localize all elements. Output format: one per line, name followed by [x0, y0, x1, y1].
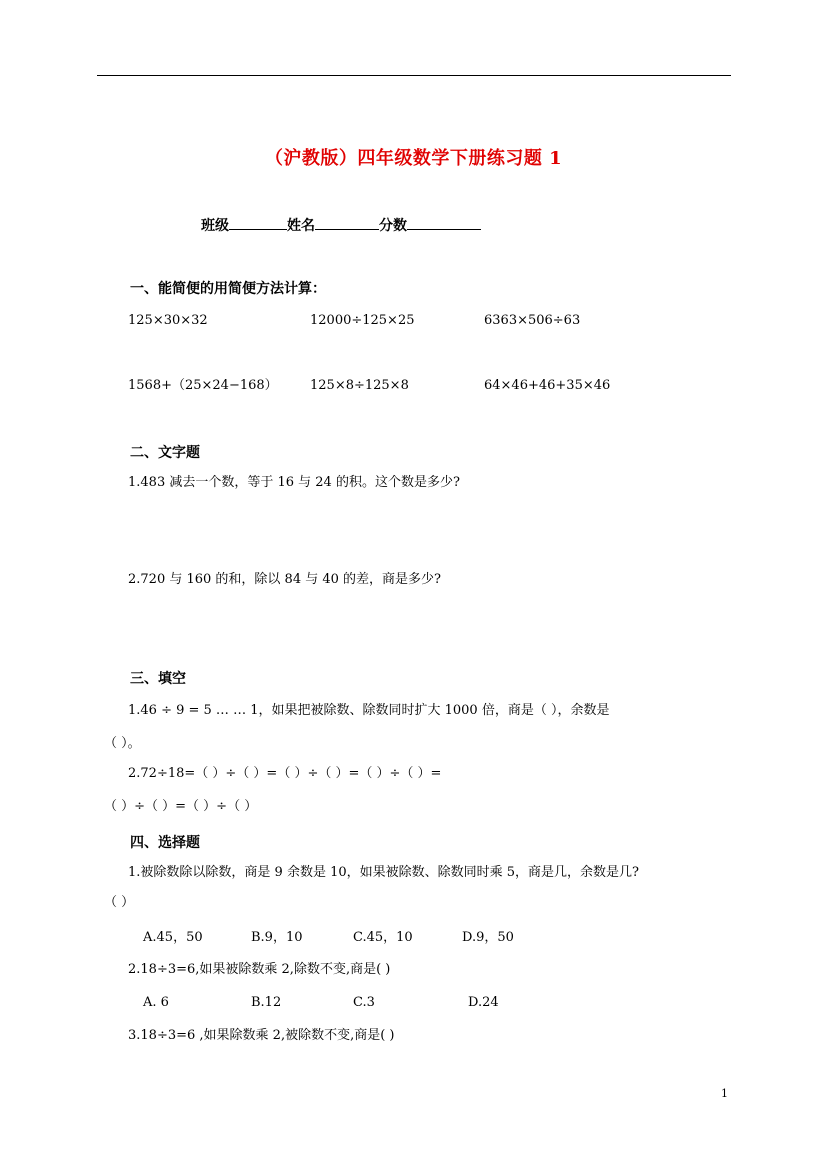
choice-q2: 2.18÷3=6,如果被除数乘 2,除数不变,商是( )	[128, 962, 391, 977]
choice-q2-option-a: A. 6	[143, 995, 169, 1010]
section3-heading: 三、填空	[130, 671, 186, 687]
choice-q3: 3.18÷3=6 ,如果除数乘 2,被除数不变,商是( )	[128, 1028, 395, 1043]
calc-problem-5: 125×8÷125×8	[310, 378, 409, 393]
calc-problem-1: 125×30×32	[128, 313, 208, 328]
page-number: 1	[721, 1087, 728, 1100]
header-rule	[97, 75, 731, 76]
page-title: （沪教版）四年级数学下册练习题 1	[264, 148, 563, 169]
fill-q2-line2: （ ）÷（ ）=（ ）÷（ ）	[104, 799, 258, 814]
choice-q1-option-d: D.9，50	[462, 930, 514, 945]
section2-heading: 二、文字题	[130, 445, 200, 461]
fill-q1-line2: （ ）。	[104, 736, 141, 751]
score-label: 分数	[379, 218, 407, 234]
fill-q1-line1: 1.46 ÷ 9 = 5 … … 1，如果把被除数、除数同时扩大 1000 倍，商是（ ），余数是	[128, 703, 610, 718]
student-info	[201, 214, 481, 235]
choice-q1-option-b: B.9，10	[251, 930, 303, 945]
choice-q2-option-b: B.12	[251, 995, 282, 1010]
word-problem-2: 2.720 与 160 的和，除以 84 与 40 的差，商是多少?	[128, 572, 442, 587]
section4-heading: 四、选择题	[130, 835, 200, 851]
name-blank[interactable]	[315, 214, 379, 230]
choice-q1-line1: 1.被除数除以除数，商是 9 余数是 10，如果被除数、除数同时乘 5，商是几，余数是几?	[128, 865, 639, 880]
word-problem-1: 1.483 减去一个数，等于 16 与 24 的积。这个数是多少?	[128, 475, 460, 490]
choice-q2-option-d: D.24	[468, 995, 499, 1010]
fill-q2-line1: 2.72÷18=（ ）÷（ ）=（ ）÷（ ）=（ ）÷（ ）=	[128, 766, 442, 781]
choice-q2-option-c: C.3	[353, 995, 375, 1010]
choice-q1-option-a: A.45，50	[143, 930, 203, 945]
section1-heading: 一、能简便的用简便方法计算：	[130, 281, 326, 297]
choice-q1-line2: （ ）	[104, 895, 135, 910]
calc-problem-2: 12000÷125×25	[310, 313, 415, 328]
calc-problem-3: 6363×506÷63	[484, 313, 581, 328]
choice-q1-option-c: C.45，10	[353, 930, 413, 945]
score-blank[interactable]	[407, 214, 481, 230]
name-label: 姓名	[287, 218, 315, 234]
class-blank[interactable]	[229, 214, 287, 230]
class-label: 班级	[201, 218, 229, 234]
calc-problem-6: 64×46+46+35×46	[484, 378, 611, 393]
calc-problem-4: 1568+（25×24−168）	[128, 378, 278, 393]
